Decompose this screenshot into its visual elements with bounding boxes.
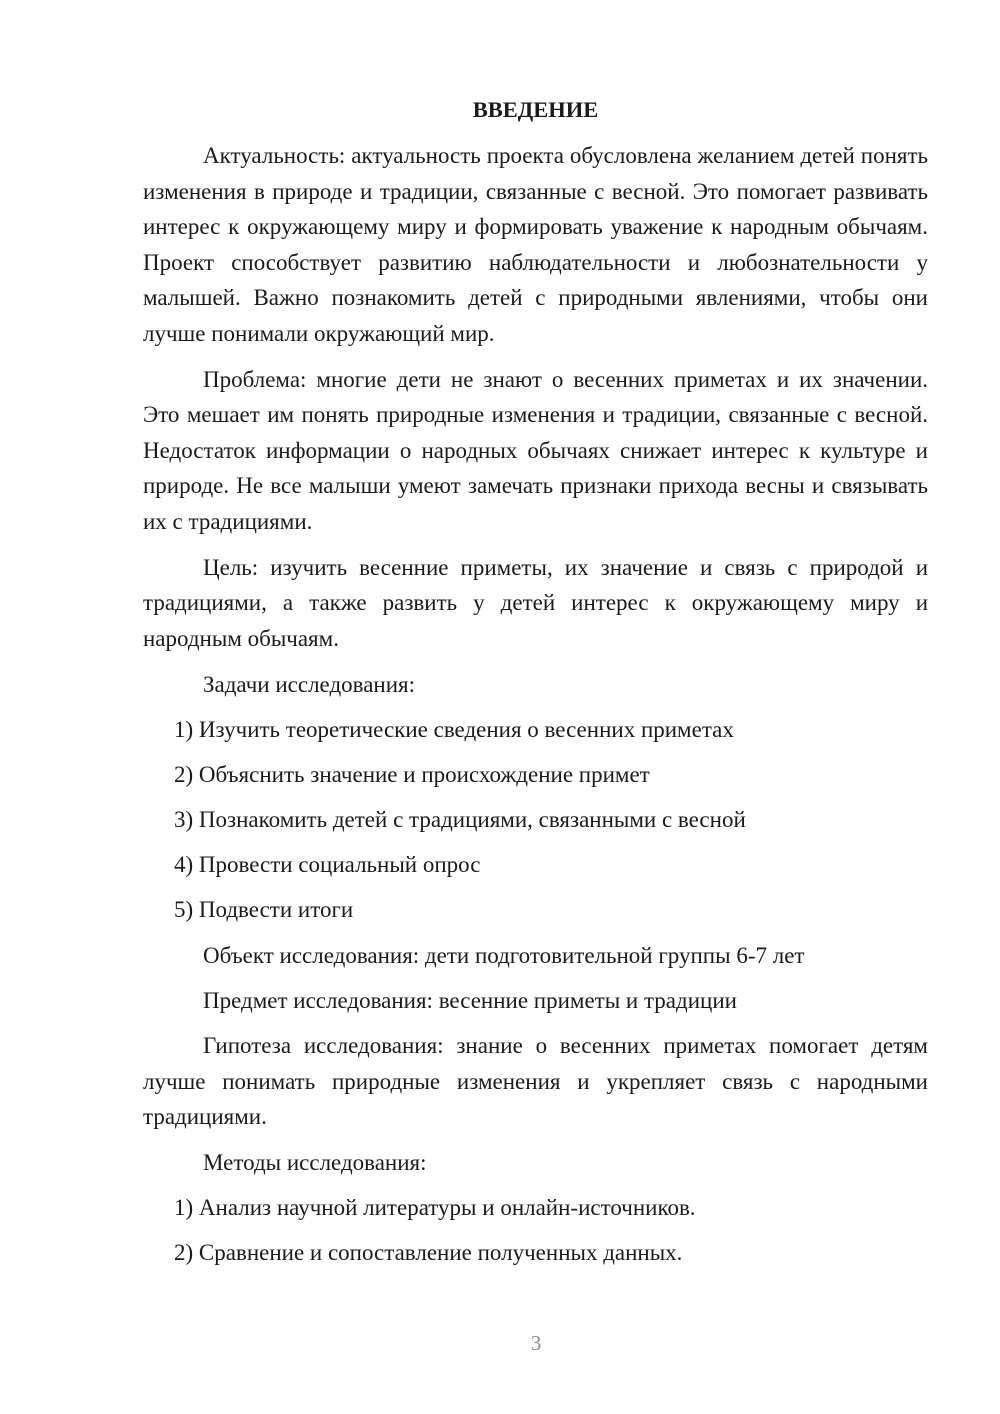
problem-paragraph: Проблема: многие дети не знают о весенних приметах и их значении. Это мешает им понять природные изменения и традиции, связанные с весной. Недостаток информации о народных обычаях снижает интерес к культуре и природе. Не все малыши умеют замечать признаки прихода весны и связывать их с традициями. [143, 366, 928, 534]
task-item: 5) Подвести итоги [174, 897, 354, 923]
method-item: 1) Анализ научной литературы и онлайн-источников. [174, 1195, 696, 1221]
task-item: 1) Изучить теоретические сведения о весенних приметах [174, 716, 734, 742]
hypothesis-paragraph: Гипотеза исследования: знание о весенних приметах помогает детям лучше понимать природные изменения и укрепляет связь с народными традициями. [143, 1033, 928, 1129]
task-item: 2) Объяснить значение и происхождение примет [174, 761, 650, 787]
method-item: 2) Сравнение и сопоставление полученных данных. [174, 1240, 683, 1266]
research-object: Объект исследования: дети подготовительной группы 6-7 лет [203, 942, 805, 968]
tasks-heading: Задачи исследования: [203, 671, 416, 697]
relevance-paragraph: Актуальность: актуальность проекта обусловлена желанием детей понять изменения в природе и традиции, связанные с весной. Это помогает развивать интерес к окружающему миру и формировать уважение к народным обычаям. Проект способствует развитию наблюдательности и любознательности у малышей. Важно познакомить детей с природными явлениями, чтобы они лучше понимали окружающий мир. [143, 143, 928, 346]
methods-heading: Методы исследования: [203, 1150, 427, 1175]
page-number: 3 [530, 1331, 542, 1355]
goal-paragraph: Цель: изучить весенние приметы, их значение и связь с природой и традициями, а также развить у детей интерес к окружающему миру и народным обычаям. [143, 554, 928, 651]
page-content [143, 92, 928, 1281]
research-subject: Предмет исследования: весенние приметы и традиции [203, 987, 737, 1013]
section-title: ВВЕДЕНИЕ [472, 97, 599, 122]
task-item: 4) Провести социальный опрос [174, 852, 481, 878]
task-item: 3) Познакомить детей с традициями, связанными с весной [174, 807, 746, 833]
